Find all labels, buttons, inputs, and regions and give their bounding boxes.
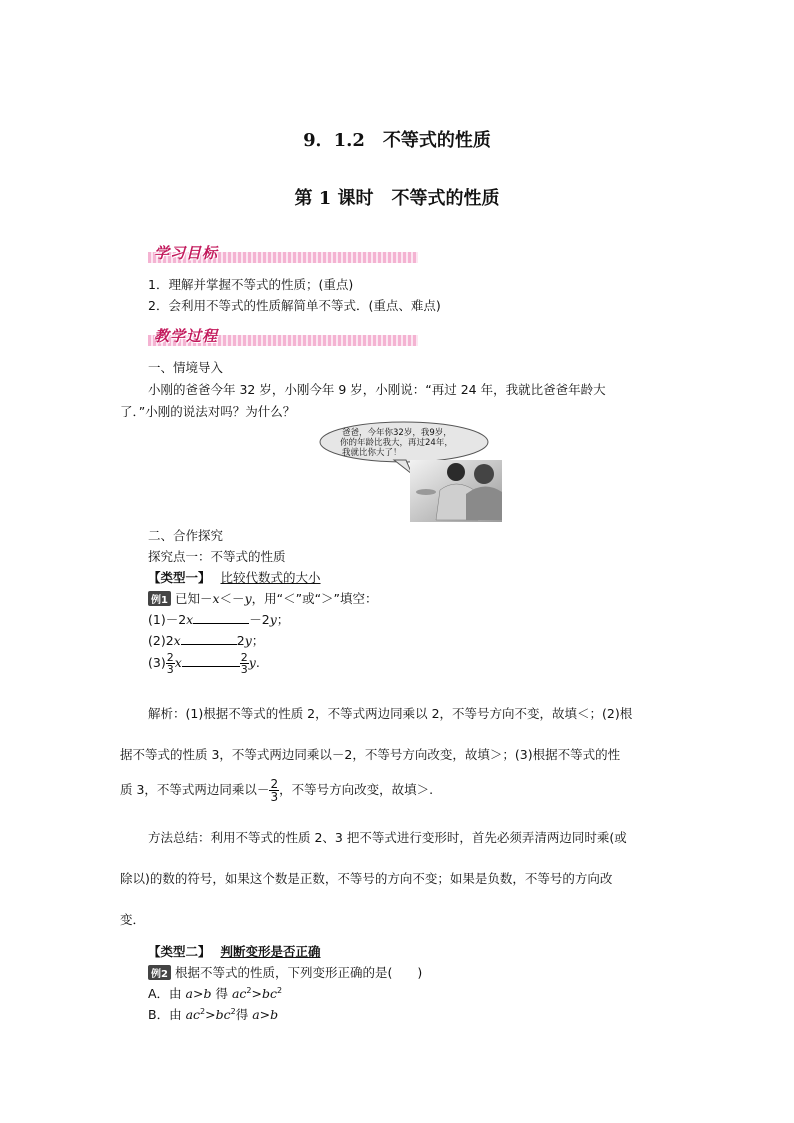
option-b-gt: >	[205, 1007, 216, 1022]
q3-end: .	[255, 655, 260, 670]
option-a[interactable]	[148, 984, 282, 1002]
goal-item-2: 2．会利用不等式的性质解简单不等式．(重点、难点)	[148, 298, 441, 313]
q2-answer-blank[interactable]	[181, 632, 237, 645]
section-heading-process-text: 教学过程	[154, 327, 219, 345]
q1-mid: －2	[249, 612, 270, 627]
example1-text-a: 已知－	[174, 591, 213, 606]
option-b[interactable]	[148, 1005, 278, 1023]
q1-var-x: x	[186, 612, 194, 627]
part1-line-1: 小刚的爸爸今年 32 岁，小刚今年 9 岁，小刚说：“再过 24 年，我就比爸爸年龄大	[148, 382, 606, 397]
option-a-sq1: 2	[246, 985, 252, 995]
option-b-sq1: 2	[200, 1006, 206, 1016]
option-a-var-a: a	[185, 986, 193, 1001]
section-heading-process	[148, 325, 418, 347]
q2-var-x: x	[173, 633, 181, 648]
type1-title: 比较代数式的大小	[220, 570, 321, 585]
q2-prefix: (2)2	[148, 633, 174, 648]
option-a-gt2: >	[251, 986, 262, 1001]
example1-q2	[148, 631, 264, 649]
analysis-line-3	[120, 778, 433, 803]
q3-var-y: y	[248, 655, 256, 670]
section-heading-goals	[148, 242, 418, 264]
scene-illustration	[316, 420, 506, 522]
option-a-prefix: A．由	[148, 986, 182, 1001]
summary-line-3: 变．	[120, 912, 146, 927]
option-b-prefix: B．由	[148, 1007, 182, 1022]
example1-stem	[148, 589, 378, 607]
option-b-de: 得	[235, 1007, 249, 1022]
q3-fraction-left: $\frac{2}{3}$	[166, 651, 174, 676]
analysis-line-3-tail: ，不等号方向改变，故填＞.	[279, 782, 434, 797]
analysis-line-2: 据不等式的性质 3，不等式两边同乘以－2，不等号方向改变，故填＞；(3)根据不等式的性	[120, 747, 621, 762]
q3-answer-blank[interactable]	[182, 654, 240, 667]
q3-var-x: x	[174, 655, 182, 670]
option-a-gt: >	[193, 986, 204, 1001]
analysis-line-1: 解析：(1)根据不等式的性质 2，不等式两边同乘以 2，不等号方向不变，故填＜；(2)根	[148, 706, 633, 721]
example1-q1	[148, 610, 289, 628]
type1-label: 【类型一】	[148, 570, 211, 585]
type2-title: 判断变形是否正确	[220, 944, 321, 959]
part1-heading: 一、情境导入	[148, 360, 224, 375]
option-a-var-b: b	[203, 986, 212, 1001]
option-a-de: 得	[211, 986, 228, 1001]
q3-prefix: (3)	[148, 655, 166, 670]
example1-text-c: ，用“＜”或“＞”填空：	[251, 591, 378, 606]
analysis-line-3-text: 质 3，不等式两边同乘以－	[120, 782, 270, 797]
example1-text-b: ＜－	[219, 591, 245, 606]
q1-end: ；	[276, 612, 290, 627]
q1-answer-blank[interactable]	[193, 611, 249, 624]
type2-label: 【类型二】	[148, 944, 211, 959]
bubble-text-1: 爸爸，今年你32岁，我9岁，	[342, 428, 452, 438]
example2-badge: 例2	[148, 965, 171, 980]
option-b-ac: ac	[185, 1007, 201, 1022]
option-a-sq2: 2	[277, 985, 283, 995]
option-a-ac: ac	[231, 986, 247, 1001]
q2-mid: 2	[236, 633, 245, 648]
example1-var-y: y	[244, 591, 252, 606]
bubble-text-3: 我就比你大了！	[342, 448, 402, 458]
part1-line-2: 了．”小刚的说法对吗？为什么？	[120, 404, 296, 419]
example1-badge: 例1	[148, 591, 171, 606]
page-title: 9．1.2 不等式的性质	[303, 130, 491, 151]
part2-heading: 二、合作探究	[148, 528, 224, 543]
section-heading-goals-text: 学习目标	[154, 244, 219, 262]
page-subtitle: 第 1 课时 不等式的性质	[294, 188, 500, 209]
option-b-gt2: >	[259, 1007, 271, 1022]
example2-stem	[148, 963, 422, 981]
type1-line	[148, 568, 321, 586]
type2-line	[148, 942, 321, 960]
option-b-var-a: a	[252, 1007, 260, 1022]
summary-line-2: 除以)的数的符号，如果这个数是正数，不等号的方向不变；如果是负数，不等号的方向改	[120, 871, 613, 886]
example1-var-x: x	[212, 591, 220, 606]
explore-point-1: 探究点一：不等式的性质	[148, 549, 286, 564]
option-b-bc: bc	[215, 1007, 231, 1022]
option-b-var-b: b	[270, 1007, 279, 1022]
option-a-bc: bc	[262, 986, 278, 1001]
example2-text: 根据不等式的性质，下列变形正确的是( )	[174, 965, 423, 980]
q3-fraction-right: $\frac{2}{3}$	[240, 651, 248, 676]
q2-end: ；	[251, 633, 265, 648]
summary-line-1: 方法总结：利用不等式的性质 2、3 把不等式进行变形时，首先必须弄清两边同时乘(或	[148, 830, 627, 845]
example1-q3	[148, 652, 260, 675]
bubble-text-2: 你的年龄比我大，再过24年，	[340, 438, 453, 448]
analysis-fraction: $\frac{2}{3}$	[270, 777, 279, 804]
q1-prefix: (1)－2	[148, 612, 187, 627]
q1-var-y: y	[269, 612, 277, 627]
option-b-sq2: 2	[230, 1006, 236, 1016]
goal-item-1: 1．理解并掌握不等式的性质；(重点)	[148, 277, 354, 292]
q2-var-y: y	[244, 633, 252, 648]
